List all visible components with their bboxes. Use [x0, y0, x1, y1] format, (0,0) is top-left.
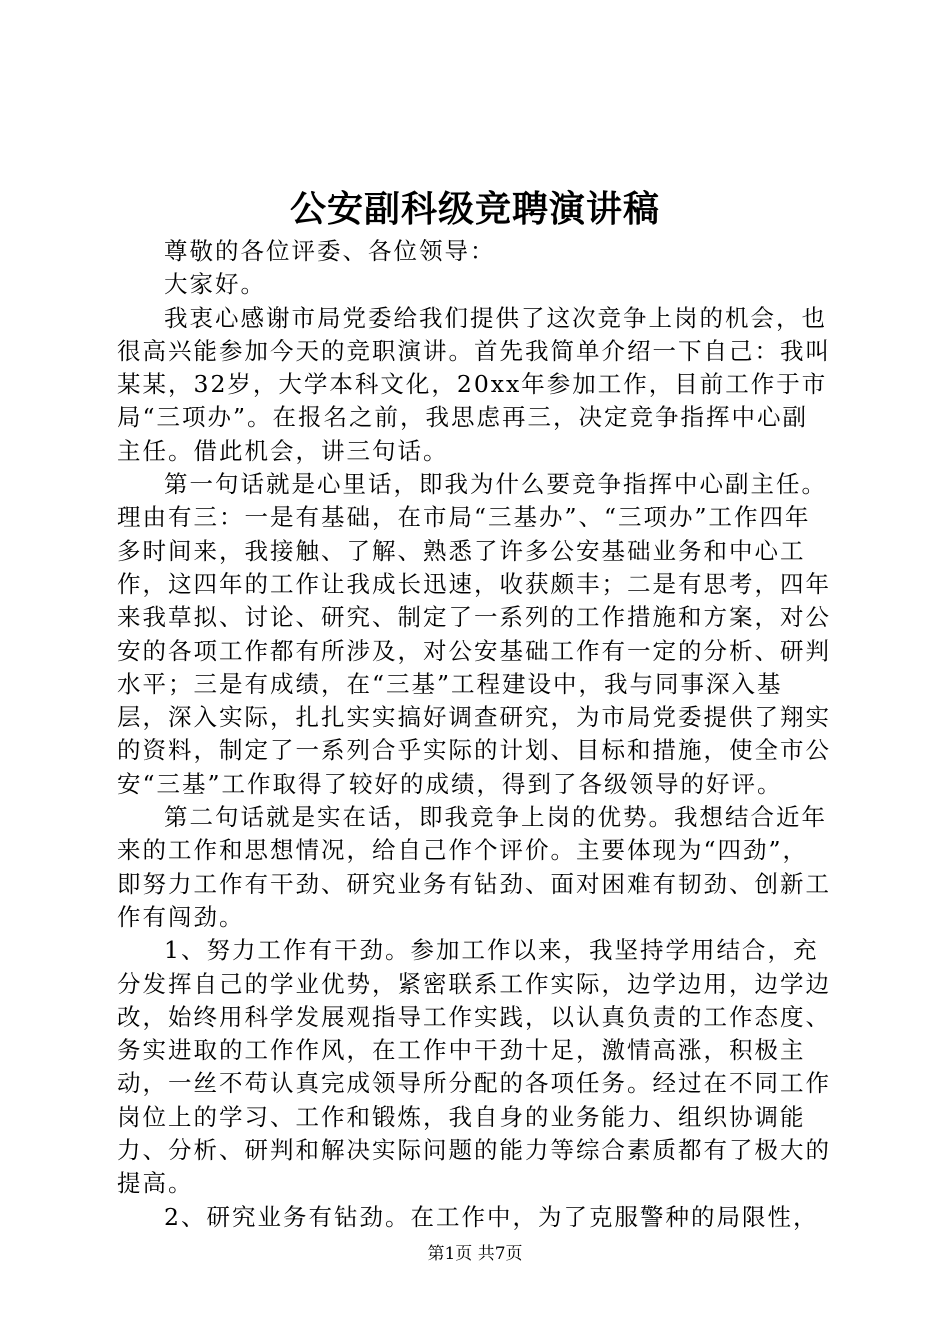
document-title: 公安副科级竞聘演讲稿 [289, 188, 660, 230]
second-point-paragraph: 第二句话就是实在话，即我竞争上岗的优势。我想结合近年来的工作和思想情况，给自己作个评价。主要体现为“四劲”，即努力工作有干劲、研究业务有钻劲、面对困难有韧劲、创新工作有闯劲。 [117, 803, 831, 931]
greeting-paragraph: 大家好。 [164, 270, 266, 299]
salutation-paragraph: 尊敬的各位评委、各位领导： [164, 237, 496, 265]
document-body [117, 235, 833, 1234]
introduction-paragraph: 我衷心感谢市局党委给我们提供了这次竞争上岗的机会，也很高兴能参加今天的竞职演讲。首先我简单介绍一下自己：我叫某某，32岁，大学本科文化，20xx年参加工作，目前工作于市局“三项办”。在报名之前，我思虑再三，决定竞争指挥中心副主任。借此机会，讲三句话。 [117, 303, 831, 465]
page-footer: 第1页 共7页 [427, 1244, 523, 1264]
item-2-paragraph: 2、研究业务有钻劲。在工作中，为了克服警种的局限性， [164, 1202, 819, 1231]
item-1-paragraph: 1、努力工作有干劲。参加工作以来，我坚持学用结合，充分发挥自己的学业优势，紧密联系工作实际，边学边用，边学边改，始终用科学发展观指导工作实践，以认真负责的工作态度、务实进取的工作作风，在工作中干劲十足，激情高涨，积极主动，一丝不苟认真完成领导所分配的各项任务。经过在不同工作岗位上的学习、工作和锻炼，我自身的业务能力、组织协调能力、分析、研判和解决实际问题的能力等综合素质都有了极大的提高。 [117, 936, 831, 1198]
first-point-paragraph: 第一句话就是心里话，即我为什么要竞争指挥中心副主任。理由有三：一是有基础，在市局“三基办”、“三项办”工作四年多时间来，我接触、了解、熟悉了许多公安基础业务和中心工作，这四年的工作让我成长迅速，收获颇丰；二是有思考，四年来我草拟、讨论、研究、制定了一系列的工作措施和方案，对公安的各项工作都有所涉及，对公安基础工作有一定的分析、研判水平；三是有成绩，在“三基”工程建设中，我与同事深入基层，深入实际，扎扎实实搞好调查研究，为市局党委提供了翔实的资料，制定了一系列合乎实际的计划、目标和措施，使全市公安“三基”工作取得了较好的成绩，得到了各级领导的好评。 [117, 470, 831, 798]
